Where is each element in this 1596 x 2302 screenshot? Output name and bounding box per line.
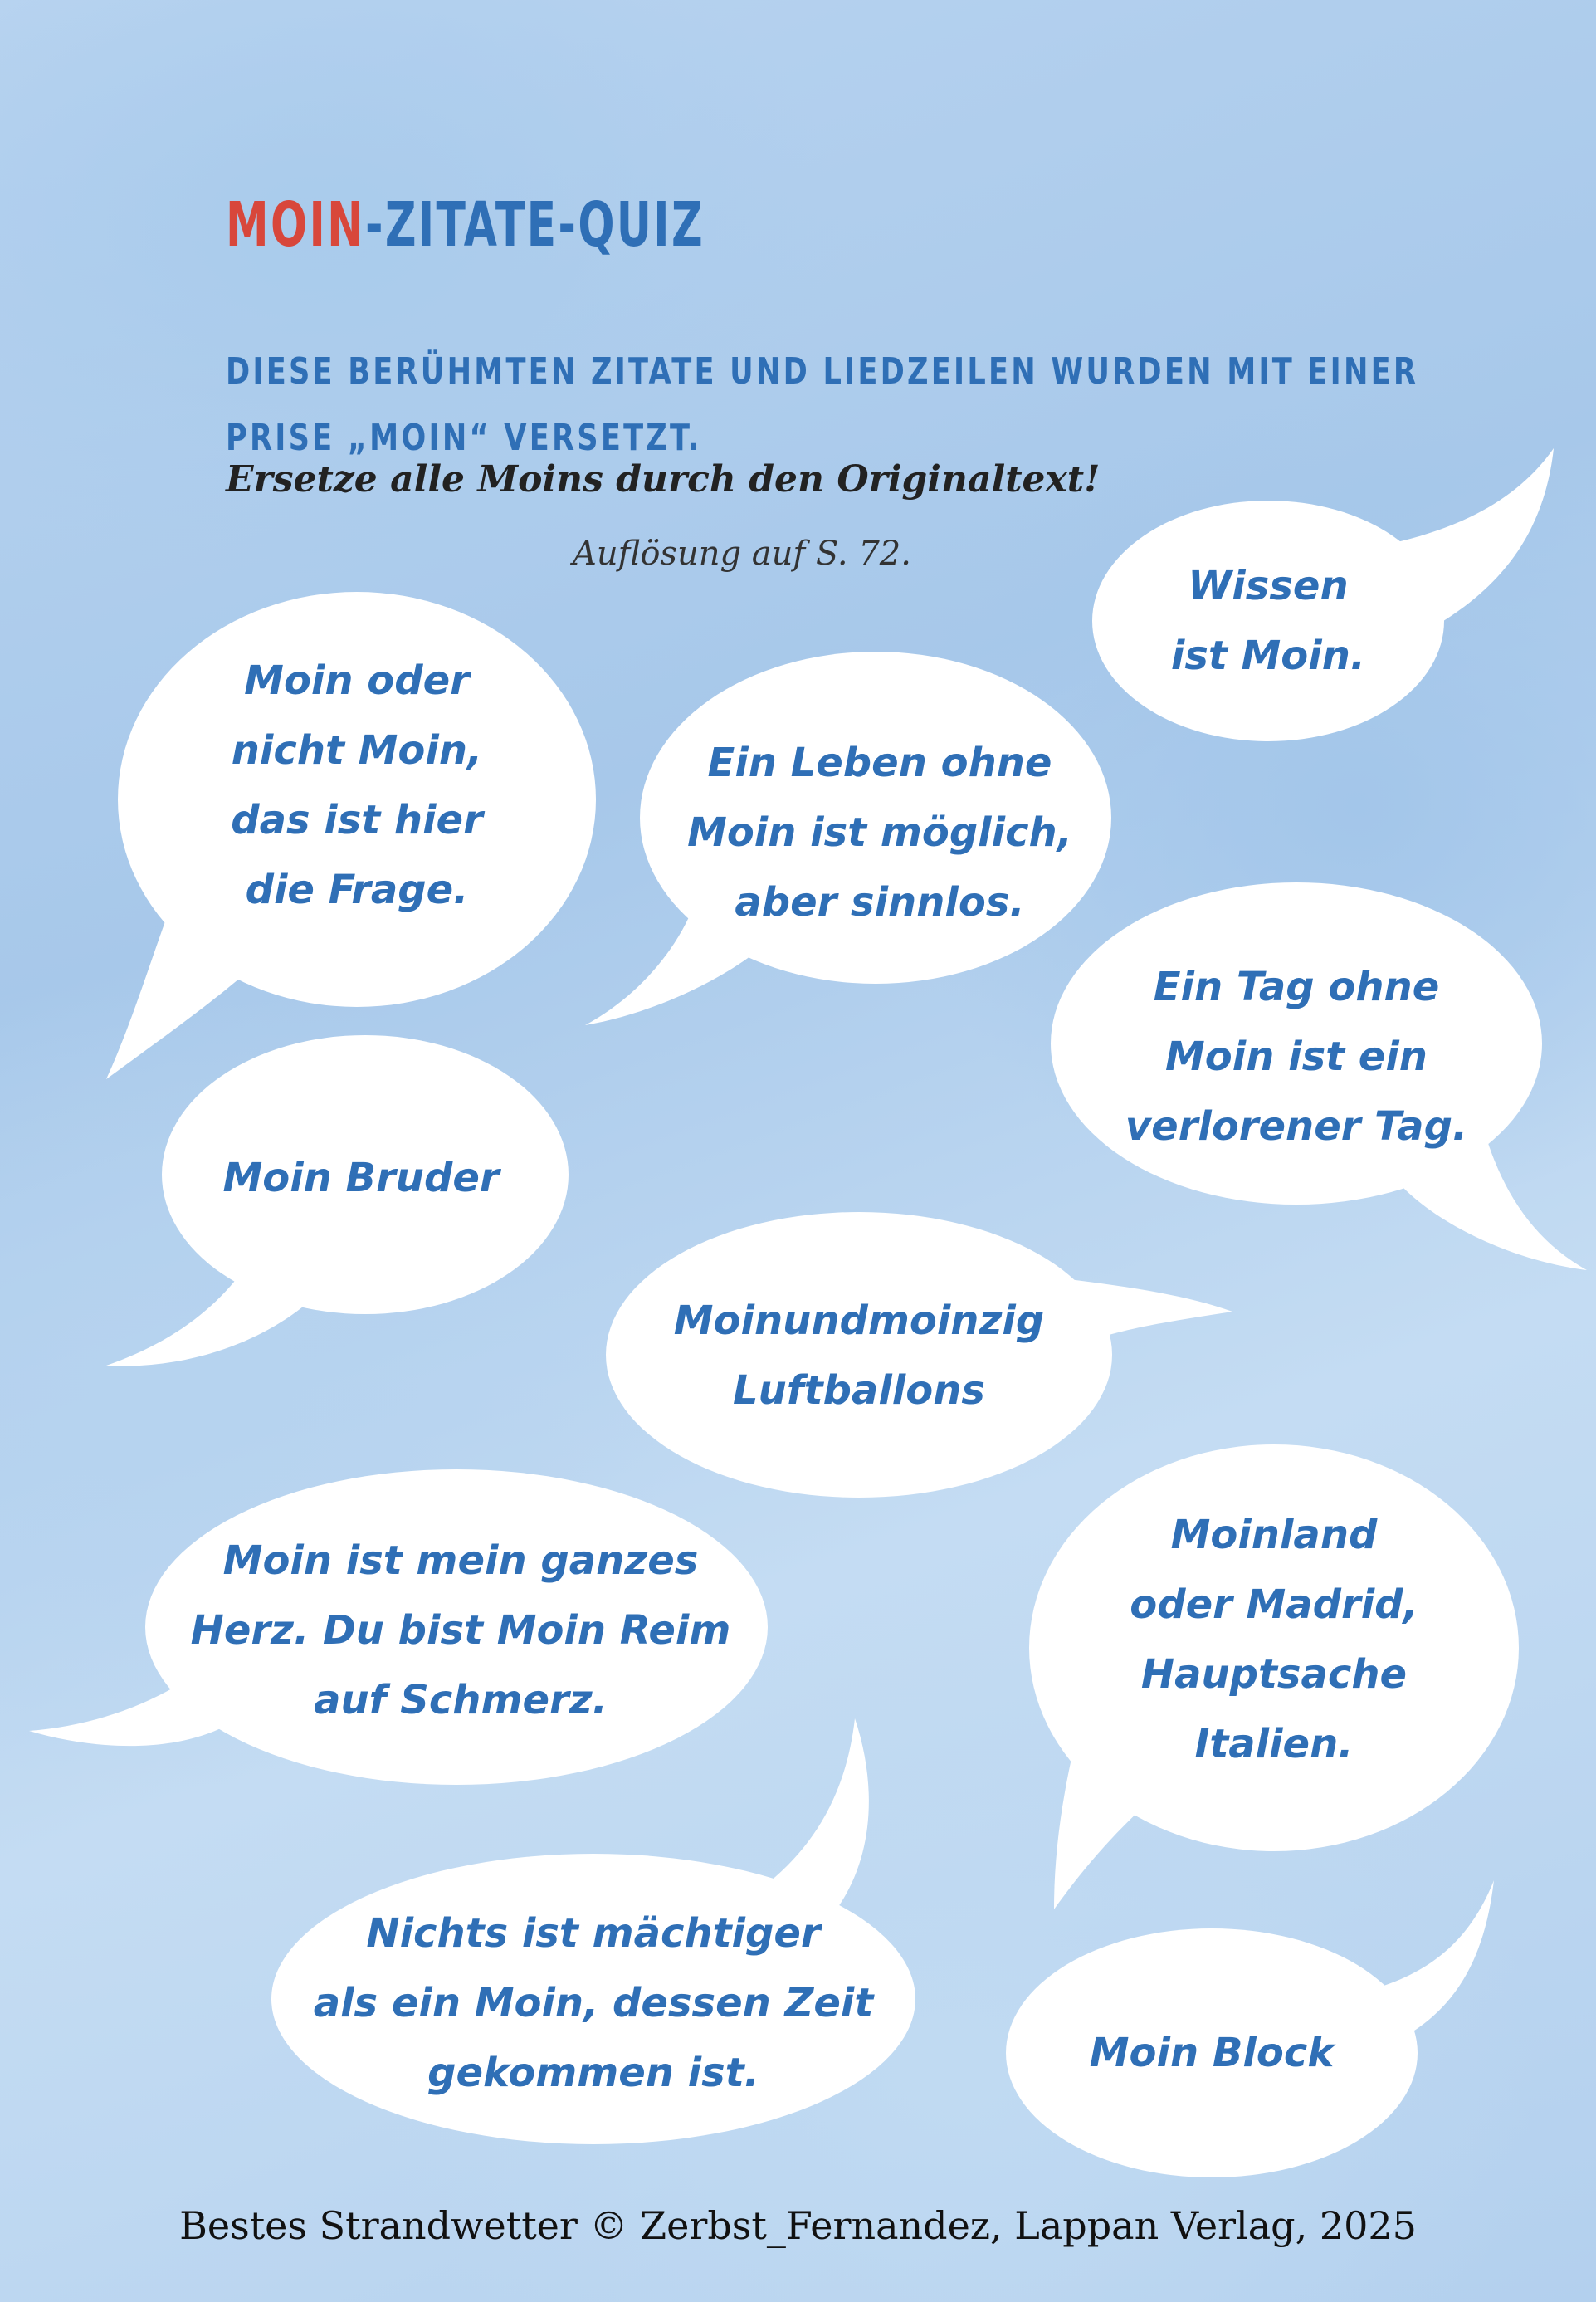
bubble-text-9: Nichts ist mächtiger als ein Moin, dessen Zeit gekommen ist.	[313, 1910, 874, 2096]
bubble-text-4: Ein Tag ohne Moin ist ein verlorener Tag.	[1125, 964, 1468, 1150]
bubble-text-6: Moinundmoinzig Luftballons	[673, 1298, 1045, 1414]
bubble-text-8: Moinland oder Madrid, Hauptsache Italien.	[1130, 1512, 1418, 1767]
subtitle-line-1: DIESE BERÜHMTEN ZITATE UND LIEDZEILEN WURDEN MIT EINER	[226, 350, 1419, 393]
solution-reference: Auflösung auf S. 72.	[573, 535, 911, 573]
subtitle-line-2: PRISE „MOIN“ VERSETZT.	[226, 417, 702, 459]
instruction-text: Ersetze alle Moins durch den Originaltext!	[226, 458, 1101, 501]
footer-credit: Bestes Strandwetter © Zerbst_Fernandez, Lappan Verlag, 2025	[179, 2203, 1417, 2248]
bubble-text-2: Moin oder nicht Moin, das ist hier die Frage.	[231, 657, 483, 913]
title-accent: MOIN	[226, 189, 365, 261]
title-rest: -ZITATE-QUIZ	[364, 189, 705, 261]
bubble-text-5: Moin Bruder	[222, 1155, 500, 1201]
bubble-text-1: Wissen ist Moin.	[1170, 563, 1366, 679]
bubble-text-7: Moin ist mein ganzes Herz. Du bist Moin Reim auf Schmerz.	[190, 1537, 731, 1723]
bubble-text-10: Moin Block	[1089, 2030, 1335, 2076]
bubble-text-3: Ein Leben ohne Moin ist möglich, aber sinnlos.	[687, 740, 1072, 926]
